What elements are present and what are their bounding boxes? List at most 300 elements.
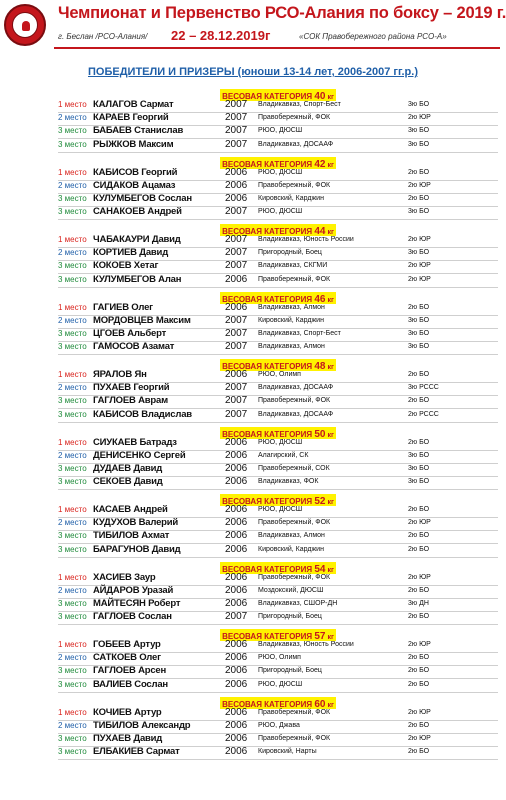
club-name: Владикавказ, СШОР-ДН	[258, 599, 338, 607]
category-label: ВЕСОВАЯ КАТЕГОРИЯ	[222, 227, 315, 236]
category-label: ВЕСОВАЯ КАТЕГОРИЯ	[222, 632, 315, 641]
club-name: Пригородный, Боец	[258, 613, 322, 621]
sport-rank: 2ю ЮР	[408, 262, 431, 270]
sport-rank: 3ю РССС	[408, 384, 439, 392]
athlete-name: ГАГЛОЕВ Арсен	[93, 665, 167, 677]
category-weight: 57	[314, 631, 326, 642]
birth-year: 2006	[225, 166, 248, 178]
category-weight: 44	[314, 226, 326, 237]
weight-category-42	[58, 154, 498, 220]
weight-category-40	[58, 86, 498, 152]
place-label: 3 место	[58, 409, 87, 419]
event-location: г. Беслан /РСО-Алания/	[58, 32, 148, 41]
category-unit: кг	[325, 94, 334, 101]
club-name: Владикавказ, Алмон	[258, 303, 325, 311]
sport-rank: 2ю БО	[408, 654, 430, 662]
place-label: 2 место	[58, 720, 87, 730]
birth-year: 2006	[225, 652, 248, 664]
club-name: Правобережный, ФОК	[258, 734, 331, 742]
sport-rank: 2ю БО	[408, 586, 430, 594]
athlete-name: ГАГЛОЕВ Аврам	[93, 395, 168, 407]
result-row	[58, 395, 498, 409]
athlete-name: КУЛУМБЕГОВ Алан	[93, 273, 182, 285]
athlete-name: КАБИСОВ Георгий	[93, 166, 178, 178]
club-name: РЮО, Олимп	[258, 371, 301, 378]
birth-year: 2007	[225, 611, 248, 623]
birth-year: 2006	[225, 732, 248, 744]
athlete-name: СЕКОЕВ Давид	[93, 476, 163, 488]
birth-year: 2007	[225, 327, 248, 339]
category-heading	[58, 424, 498, 440]
club-name: Правобережный, ФОК	[258, 275, 331, 283]
sport-rank: 2ю БО	[408, 721, 430, 729]
result-row	[58, 341, 498, 355]
result-row	[58, 193, 498, 207]
result-row	[58, 598, 498, 612]
result-row	[58, 112, 498, 126]
page-title: Чемпионат и Первенство РСО-Алания по боксу – 2019 г.	[58, 4, 506, 22]
place-label: 2 место	[58, 248, 87, 258]
place-label: 3 место	[58, 544, 87, 554]
athlete-name: ДЕНИСЕНКО Сергей	[93, 449, 186, 461]
athlete-name: ЦГОЕВ Альберт	[93, 327, 167, 339]
category-weight: 40	[314, 91, 326, 102]
club-name: РЮО, Олимп	[258, 654, 301, 662]
weight-category-48	[58, 356, 498, 422]
birth-year: 2006	[225, 301, 248, 313]
club-name: Пригородный, Боец	[258, 249, 322, 257]
club-name: Правобережный, ФОК	[258, 573, 331, 581]
category-unit: кг	[325, 229, 334, 236]
place-label: 1 место	[58, 505, 87, 514]
athlete-name: БАБАЕВ Станислав	[93, 125, 184, 137]
category-unit: кг	[325, 296, 334, 304]
club-name: РЮО, ДЮСШ	[258, 680, 303, 688]
place-label: 3 место	[58, 193, 87, 203]
birth-year: 2006	[225, 462, 248, 474]
sport-rank: 3ю БО	[408, 249, 430, 257]
result-row	[58, 180, 498, 194]
club-name: Владикавказ, Алмон	[258, 532, 325, 540]
sport-rank: 2ю БО	[408, 748, 430, 756]
birth-year: 2007	[225, 341, 248, 353]
place-label: 2 место	[58, 518, 87, 528]
sport-rank: 2ю ЮР	[408, 114, 431, 122]
birth-year: 2006	[225, 639, 248, 650]
birth-year: 2006	[225, 746, 248, 758]
result-row	[58, 733, 498, 747]
birth-year: 2006	[225, 678, 248, 690]
result-row	[58, 544, 498, 558]
sport-rank: 2ю БО	[408, 613, 430, 621]
club-name: Владикавказ, Спорт-Бест	[258, 101, 341, 108]
birth-year: 2006	[225, 517, 248, 529]
sport-rank: 2ю РССС	[408, 410, 439, 418]
athlete-name: РЫЖКОВ Максим	[93, 138, 174, 150]
result-row	[58, 315, 498, 329]
category-label: ВЕСОВАЯ КАТЕГОРИЯ	[222, 497, 315, 506]
sport-rank: 2ю ЮР	[408, 236, 431, 243]
category-heading	[58, 289, 498, 305]
event-dates: 22 – 28.12.2019г	[171, 28, 271, 43]
weight-category-50	[58, 424, 498, 490]
category-label: ВЕСОВАЯ КАТЕГОРИЯ	[222, 362, 315, 371]
sport-rank: 2ю БО	[408, 303, 430, 311]
result-row	[58, 572, 498, 586]
athlete-name: СИДАКОВ Ацамаз	[93, 179, 176, 191]
category-label: ВЕСОВАЯ КАТЕГОРИЯ	[222, 294, 315, 304]
result-row	[58, 234, 498, 248]
club-name: Владикавказ, ДОСААФ	[258, 410, 334, 418]
athlete-name: КАБИСОВ Владислав	[93, 408, 192, 420]
club-name: Владикавказ, Спорт-Бест	[258, 329, 341, 337]
result-row	[58, 504, 498, 518]
club-name: Владикавказ, Алмон	[258, 343, 325, 351]
place-label: 3 место	[58, 139, 87, 149]
athlete-name: ДУДАЕВ Давид	[93, 462, 163, 474]
athlete-name: САНАКОЕВ Андрей	[93, 206, 182, 218]
athlete-name: ГОБЕЕВ Артур	[93, 639, 161, 650]
birth-year: 2006	[225, 192, 248, 204]
place-label: 1 место	[58, 572, 87, 582]
sport-rank: 2ю БО	[408, 667, 430, 675]
category-unit: кг	[325, 701, 334, 709]
weight-category-46	[58, 289, 498, 355]
result-row	[58, 409, 498, 423]
birth-year: 2006	[225, 571, 248, 583]
category-label: ВЕСОВАЯ КАТЕГОРИЯ	[222, 92, 315, 101]
sport-rank: 2ю БО	[408, 371, 430, 378]
result-row	[58, 369, 498, 383]
result-row	[58, 99, 498, 113]
result-row	[58, 517, 498, 531]
place-label: 3 место	[58, 396, 87, 406]
result-row	[58, 260, 498, 274]
birth-year: 2007	[225, 382, 248, 394]
athlete-name: ГАГИЕВ Олег	[93, 301, 153, 313]
weight-category-52	[58, 491, 498, 557]
sport-rank: 2ю БО	[408, 397, 430, 405]
birth-year: 2006	[225, 543, 248, 555]
athlete-name: ЧАБАКАУРИ Давид	[93, 234, 181, 245]
birth-year: 2006	[225, 476, 248, 488]
club-name: Правобережный, ФОК	[258, 519, 331, 527]
sport-rank: 3ю БО	[408, 343, 430, 351]
category-heading	[58, 491, 498, 507]
place-label: 3 место	[58, 328, 87, 338]
category-heading	[58, 626, 498, 642]
club-name: Правобережный, ФОК	[258, 397, 331, 405]
athlete-name: ГАГЛОЕВ Сослан	[93, 611, 172, 623]
club-name: Алагирский, СК	[258, 451, 309, 459]
place-label: 3 место	[58, 679, 87, 689]
athlete-name: КУЛУМБЕГОВ Сослан	[93, 192, 192, 204]
category-heading	[58, 356, 498, 372]
place-label: 1 место	[58, 707, 87, 717]
result-row	[58, 679, 498, 693]
sport-rank: 2ю БО	[408, 438, 430, 446]
athlete-name: ЯРАЛОВ Ян	[93, 369, 147, 380]
result-row	[58, 611, 498, 625]
club-name: РЮО, ДЮСШ	[258, 127, 303, 135]
sport-rank: 3ю БО	[408, 478, 430, 486]
section-title: ПОБЕДИТЕЛИ И ПРИЗЕРЫ (юноши 13-14 лет, 2006-2007 гг.р.)	[88, 66, 418, 78]
category-unit: кг	[325, 566, 334, 574]
birth-year: 2007	[225, 408, 248, 420]
category-weight: 52	[314, 496, 326, 507]
place-label: 2 место	[58, 315, 87, 325]
athlete-name: ЕЛБАКИЕВ Сармат	[93, 746, 180, 758]
place-label: 1 место	[58, 640, 87, 649]
result-row	[58, 665, 498, 679]
sport-rank: 2ю БО	[408, 194, 430, 202]
sport-rank: 3ю ДН	[408, 599, 429, 607]
club-name: Владикавказ, ДОСААФ	[258, 140, 334, 148]
club-name: РЮО, Джава	[258, 721, 300, 729]
category-unit: кг	[325, 499, 334, 506]
place-label: 3 место	[58, 598, 87, 608]
athlete-name: ТИБИЛОВ Александр	[93, 719, 191, 731]
athlete-name: КАЛАГОВ Сармат	[93, 99, 174, 110]
header	[0, 0, 506, 50]
sport-rank: 3ю БО	[408, 208, 430, 216]
club-name: Правобережный, ФОК	[258, 181, 331, 189]
athlete-name: БАРАГУНОВ Давид	[93, 543, 181, 555]
place-label: 3 место	[58, 342, 87, 352]
result-row	[58, 707, 498, 721]
club-name: РЮО, ДЮСШ	[258, 208, 303, 216]
place-label: 1 место	[58, 235, 87, 244]
place-label: 3 место	[58, 477, 87, 487]
sport-rank: 3ю БО	[408, 329, 430, 337]
sport-rank: 2ю БО	[408, 168, 430, 176]
place-label: 3 место	[58, 666, 87, 676]
birth-year: 2006	[225, 273, 248, 285]
category-weight: 50	[314, 428, 326, 440]
category-label: ВЕСОВАЯ КАТЕГОРИЯ	[222, 699, 315, 709]
sport-rank: 2ю БО	[408, 506, 430, 513]
club-name: Владикавказ, ДОСААФ	[258, 384, 334, 392]
result-row	[58, 167, 498, 181]
birth-year: 2006	[225, 504, 248, 515]
birth-year: 2006	[225, 530, 248, 542]
birth-year: 2007	[225, 314, 248, 326]
weight-category-44	[58, 221, 498, 287]
club-name: Кировский, Карджин	[258, 194, 324, 202]
result-row	[58, 450, 498, 464]
athlete-name: ХАСИЕВ Заур	[93, 571, 156, 583]
birth-year: 2007	[225, 99, 248, 110]
sport-rank: 2ю ЮР	[408, 275, 431, 283]
place-label: 2 место	[58, 585, 87, 595]
place-label: 1 место	[58, 100, 87, 109]
athlete-name: КОЧИЕВ Артур	[93, 706, 162, 718]
athlete-name: ПУХАЕВ Давид	[93, 732, 163, 744]
sport-rank: 2ю ЮР	[408, 708, 431, 716]
birth-year: 2007	[225, 247, 248, 259]
place-label: 2 место	[58, 383, 87, 393]
club-name: РЮО, ДЮСШ	[258, 168, 303, 176]
club-name: Правобережный, СОК	[258, 464, 330, 472]
birth-year: 2006	[225, 706, 248, 718]
birth-year: 2006	[225, 449, 248, 461]
category-weight: 42	[314, 158, 326, 170]
result-row	[58, 247, 498, 261]
athlete-name: ГАМОСОВ Азамат	[93, 341, 175, 353]
place-label: 3 место	[58, 274, 87, 284]
sport-rank: 2ю ЮР	[408, 573, 431, 581]
sport-rank: 2ю ЮР	[408, 181, 431, 189]
birth-year: 2006	[225, 369, 248, 380]
club-name: Пригородный, Боец	[258, 667, 322, 675]
athlete-name: ВАЛИЕВ Сослан	[93, 678, 168, 690]
athlete-name: МАЙТЕСЯН Роберт	[93, 597, 181, 609]
club-name: Владикавказ, СКГМИ	[258, 262, 328, 270]
category-weight: 60	[314, 698, 326, 710]
athlete-name: СИУКАЕВ Батрадз	[93, 436, 177, 448]
sport-rank: 2ю ЮР	[408, 519, 431, 527]
birth-year: 2006	[225, 597, 248, 609]
result-row	[58, 437, 498, 451]
birth-year: 2007	[225, 138, 248, 150]
result-row	[58, 302, 498, 316]
category-unit: кг	[325, 431, 334, 439]
category-unit: кг	[325, 161, 334, 169]
place-label: 2 место	[58, 113, 87, 123]
logo-emblem	[12, 12, 38, 38]
sport-rank: 3ю БО	[408, 140, 430, 148]
sport-rank: 2ю БО	[408, 532, 430, 540]
category-weight: 46	[314, 293, 326, 305]
result-row	[58, 382, 498, 396]
sport-rank: 3ю БО	[408, 464, 430, 472]
club-name: Кировский, Карджин	[258, 545, 324, 553]
boxing-glove-icon	[22, 21, 30, 31]
birth-year: 2006	[225, 436, 248, 448]
header-divider	[54, 47, 500, 49]
place-label: 1 место	[58, 370, 87, 379]
club-name: Кировский, Нарты	[258, 748, 317, 756]
athlete-name: ПУХАЕВ Георгий	[93, 382, 170, 394]
sport-rank: 2ю ЮР	[408, 641, 431, 648]
birth-year: 2007	[225, 125, 248, 137]
birth-year: 2007	[225, 260, 248, 272]
federation-logo	[4, 4, 46, 46]
sport-rank: 3ю БО	[408, 451, 430, 459]
birth-year: 2007	[225, 112, 248, 124]
club-name: РЮО, ДЮСШ	[258, 506, 303, 513]
birth-year: 2007	[225, 234, 248, 245]
athlete-name: КОРТИЕВ Давид	[93, 247, 169, 259]
category-weight: 54	[314, 563, 326, 575]
category-weight: 48	[314, 361, 326, 372]
weight-category-57	[58, 626, 498, 692]
birth-year: 2007	[225, 206, 248, 218]
place-label: 3 место	[58, 126, 87, 136]
place-label: 3 место	[58, 207, 87, 217]
result-row	[58, 530, 498, 544]
club-name: Владикавказ, Юность России	[258, 641, 354, 648]
birth-year: 2007	[225, 395, 248, 407]
sport-rank: 2ю БО	[408, 680, 430, 688]
result-row	[58, 206, 498, 220]
category-heading	[58, 86, 498, 102]
athlete-name: КУДУХОВ Валерий	[93, 517, 179, 529]
category-unit: кг	[325, 364, 334, 371]
place-label: 3 место	[58, 747, 87, 757]
category-heading	[58, 221, 498, 237]
weight-category-60	[58, 694, 498, 760]
category-heading	[58, 154, 498, 170]
category-heading	[58, 694, 498, 710]
place-label: 1 место	[58, 437, 87, 447]
category-label: ВЕСОВАЯ КАТЕГОРИЯ	[222, 564, 315, 574]
sport-rank: 3ю БО	[408, 127, 430, 135]
result-row	[58, 274, 498, 288]
place-label: 1 место	[58, 167, 87, 177]
club-name: РЮО, ДЮСШ	[258, 438, 303, 446]
result-row	[58, 585, 498, 599]
sport-rank: 3ю БО	[408, 316, 430, 324]
result-row	[58, 476, 498, 490]
result-row	[58, 639, 498, 653]
athlete-name: КАСАЕВ Андрей	[93, 504, 168, 515]
club-name: Владикавказ, ФОК	[258, 478, 319, 486]
place-label: 3 место	[58, 463, 87, 473]
club-name: Правобережный, ФОК	[258, 114, 331, 122]
club-name: Правобережный, ФОК	[258, 708, 331, 716]
athlete-name: САТКОЕВ Олег	[93, 652, 161, 664]
athlete-name: КАРАЕВ Георгий	[93, 112, 169, 124]
place-label: 1 место	[58, 302, 87, 312]
category-label: ВЕСОВАЯ КАТЕГОРИЯ	[222, 159, 315, 169]
birth-year: 2006	[225, 584, 248, 596]
result-row	[58, 328, 498, 342]
athlete-name: ТИБИЛОВ Ахмат	[93, 530, 170, 542]
place-label: 2 место	[58, 653, 87, 663]
result-row	[58, 652, 498, 666]
result-row	[58, 463, 498, 477]
birth-year: 2006	[225, 179, 248, 191]
place-label: 3 место	[58, 531, 87, 541]
athlete-name: АЙДАРОВ Уразай	[93, 584, 174, 596]
event-venue: «СОК Правобережного района РСО-А»	[299, 32, 447, 41]
place-label: 2 место	[58, 180, 87, 190]
sport-rank: 2ю БО	[408, 545, 430, 553]
athlete-name: КОКОЕВ Хетаг	[93, 260, 159, 272]
result-row	[58, 139, 498, 153]
sport-rank: 3ю БО	[408, 101, 430, 108]
club-name: Моздокский, ДЮСШ	[258, 586, 324, 594]
sport-rank: 2ю ЮР	[408, 734, 431, 742]
club-name: Кировский, Карджин	[258, 316, 324, 324]
place-label: 3 место	[58, 261, 87, 271]
category-heading	[58, 559, 498, 575]
club-name: Владикавказ, Юность России	[258, 236, 354, 243]
place-label: 3 место	[58, 733, 87, 743]
weight-category-54	[58, 559, 498, 625]
athlete-name: МОРДОВЦЕВ Максим	[93, 314, 191, 326]
place-label: 2 место	[58, 450, 87, 460]
result-row	[58, 746, 498, 760]
birth-year: 2006	[225, 719, 248, 731]
result-row	[58, 720, 498, 734]
place-label: 3 место	[58, 612, 87, 622]
birth-year: 2006	[225, 665, 248, 677]
category-label: ВЕСОВАЯ КАТЕГОРИЯ	[222, 429, 315, 439]
result-row	[58, 125, 498, 139]
category-unit: кг	[325, 634, 334, 641]
